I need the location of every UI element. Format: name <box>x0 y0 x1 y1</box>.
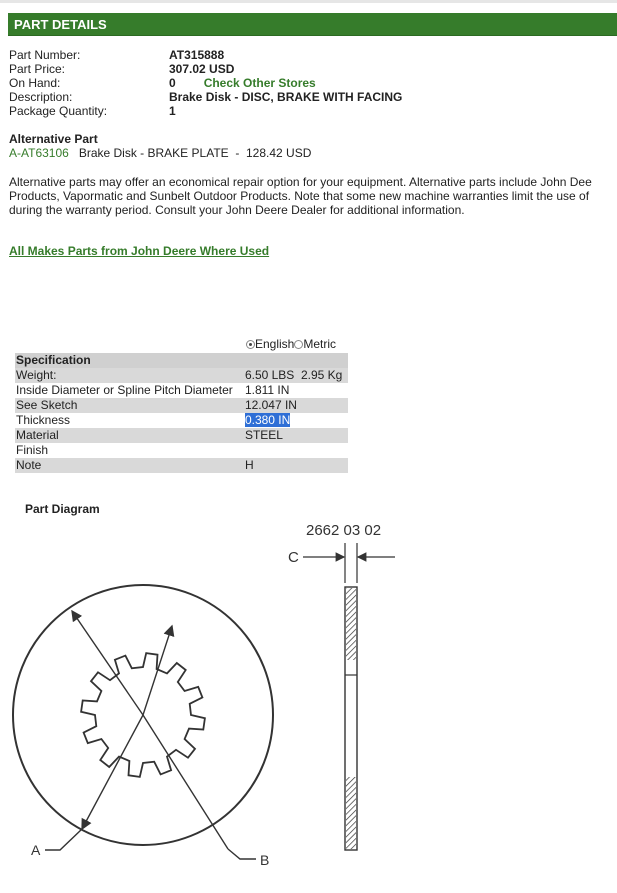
dimension-arrow-a-up <box>72 611 143 715</box>
detail-row-part-number <box>9 48 402 62</box>
detail-value: 307.02 USD <box>169 62 235 76</box>
spec-value: 12.047 IN <box>244 398 348 413</box>
detail-value: AT315888 <box>169 48 225 62</box>
detail-label: Part Price: <box>9 62 66 76</box>
spec-value: H <box>244 458 348 473</box>
label-c: C <box>288 549 299 566</box>
notice-line: Alternative parts may offer an economical repair option for your equipment. Alternative parts include John Dee <box>9 175 592 189</box>
top-border <box>0 0 617 3</box>
alternative-part-separator: - <box>235 146 240 160</box>
alternative-part-price: 128.42 USD <box>246 146 312 160</box>
metric-label[interactable]: Metric <box>303 337 337 351</box>
side-view-hatch-top <box>346 588 356 660</box>
leader-a <box>45 829 82 850</box>
notice-line: Products, Vapormatic and Sunbelt Outdoor Products. Note that some new machine warranties limit the use of <box>9 189 590 203</box>
spec-label: Weight: <box>15 368 244 383</box>
part-diagram-title: Part Diagram <box>25 502 100 516</box>
label-b: B <box>260 852 270 868</box>
spec-value-english: 6.50 LBS <box>244 368 295 382</box>
spec-header: Specification <box>15 353 348 368</box>
spec-row <box>15 368 348 383</box>
spec-value: 1.811 IN <box>244 383 290 397</box>
english-label[interactable]: English <box>255 337 295 351</box>
section-header: PART DETAILS <box>8 13 617 36</box>
spec-label: See Sketch <box>15 398 244 413</box>
detail-row-description <box>9 90 402 104</box>
side-view-hatch-bottom <box>346 777 356 849</box>
detail-value: Brake Disk - DISC, BRAKE WITH FACING <box>169 90 403 104</box>
english-radio[interactable] <box>246 340 255 349</box>
detail-value: 1 <box>169 104 176 118</box>
spec-row <box>15 458 348 473</box>
label-a: A <box>31 842 41 858</box>
selected-text: 0.380 IN <box>244 413 291 427</box>
dimension-arrow-a-down <box>82 715 143 829</box>
spec-value <box>244 368 348 383</box>
detail-label: On Hand: <box>9 76 61 90</box>
detail-value: 0 <box>169 76 176 90</box>
spec-value-metric: 2.95 Kg <box>300 368 343 382</box>
spec-label: Inside Diameter or Spline Pitch Diameter <box>16 383 233 397</box>
metric-radio[interactable] <box>294 340 303 349</box>
spec-value <box>244 443 348 458</box>
spec-value <box>244 413 348 428</box>
all-makes-link[interactable]: All Makes Parts from John Deere Where Used <box>9 244 270 258</box>
specification-table <box>15 353 348 473</box>
dimension-arrow-b-up <box>143 626 172 715</box>
leader-b <box>228 849 256 859</box>
spec-label: Thickness <box>16 413 71 427</box>
detail-row-on-hand <box>9 76 402 90</box>
detail-label: Description: <box>9 90 73 104</box>
spec-label: Material <box>15 428 244 443</box>
spec-header-row <box>15 353 348 368</box>
spec-label: Finish <box>16 443 49 457</box>
notice-line: during the warranty period. Consult your John Deere Dealer for additional information. <box>9 203 465 217</box>
spec-row <box>15 413 348 428</box>
spec-row <box>15 398 348 413</box>
part-details <box>9 48 402 118</box>
check-other-stores-link[interactable]: Check Other Stores <box>203 76 316 90</box>
spec-value: STEEL <box>244 428 348 443</box>
spec-row <box>15 428 348 443</box>
alternative-parts-notice <box>9 175 617 217</box>
spec-row <box>15 383 348 398</box>
alternative-part-description: Brake Disk - BRAKE PLATE <box>78 146 229 160</box>
unit-toggle <box>246 337 336 351</box>
alternative-part-title: Alternative Part <box>9 132 98 146</box>
spec-label: Note <box>15 458 244 473</box>
alternative-part-line <box>9 146 311 160</box>
part-diagram <box>0 515 617 890</box>
detail-label: Part Number: <box>9 48 81 62</box>
detail-row-package-quantity <box>9 104 402 118</box>
detail-row-part-price <box>9 62 402 76</box>
alternative-part-link[interactable]: A-AT63106 <box>9 146 69 160</box>
detail-label: Package Quantity: <box>9 104 108 118</box>
spec-row <box>15 443 348 458</box>
reference-number: 2662 03 02 <box>306 522 382 539</box>
